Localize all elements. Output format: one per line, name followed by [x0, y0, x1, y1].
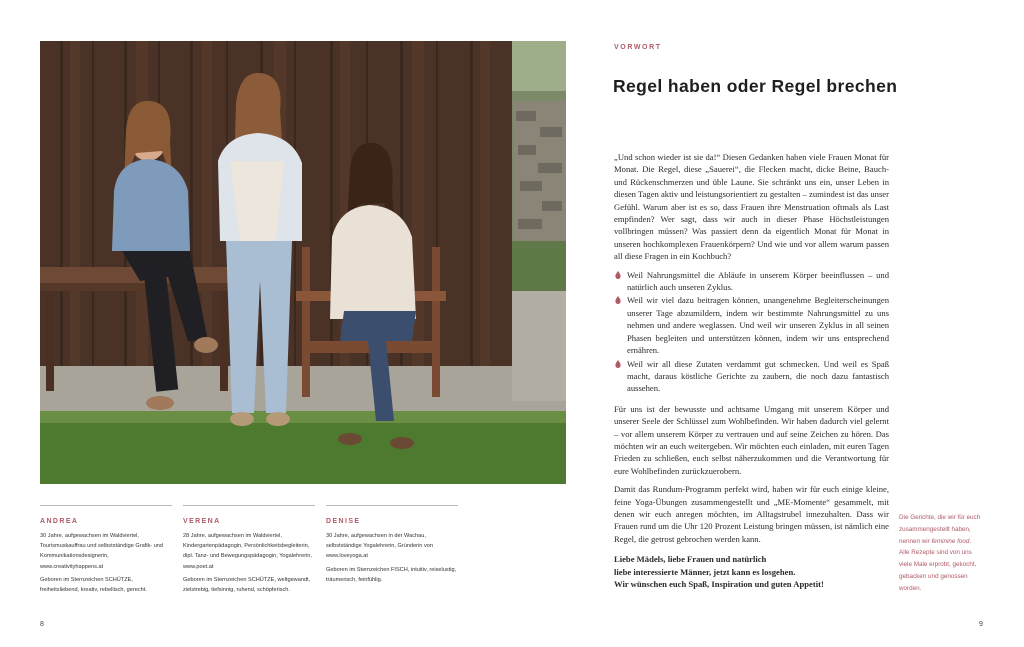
profile-bio: 30 Jahre, aufgewachsen im Waldviertel, Tourismuskauffrau und selbstständige Grafik- und Kommunikationsdesignerin, www.creativityhappens.at [40, 533, 164, 570]
profile-denise [326, 505, 458, 585]
list-item-text: Weil Nahrungsmittel die Abläufe in unserem Körper beeinflussen – und natürlich auch unseren Zyklus. [627, 269, 889, 293]
drop-icon [615, 360, 621, 368]
side-note-text: Die Gerichte, die wir für euch zusammengestellt haben, nennen wir [899, 514, 981, 545]
side-note [899, 512, 981, 595]
profile-name: VERENA [183, 518, 221, 525]
list-item [614, 358, 889, 395]
side-note-text: . Alle Rezepte sind von uns viele Male erprobt, gekocht, gebacken und genossen worden. [899, 537, 977, 592]
profile-traits: Geboren im Sternzeichen SCHÜTZE, weltgewandt, zielstrebig, tiefsinnig, ruhend, schöpferisch. [183, 576, 311, 594]
profile-bio: 30 Jahre, aufgewachsen in der Wachau, selbstständige Yogalehrerin, Gründerin von www.loveyoga.at [326, 533, 433, 560]
profile-bio: 28 Jahre, aufgewachsen im Waldviertel, Kindergartenpädagogin, Persönlichkeitsbegleiterin, dipl. Tanz- und Bewegungspädagogin, Yogalehrerin, www.poet.at [183, 533, 312, 570]
body-paragraph: Für uns ist der bewusste und achtsame Umgang mit unserem Körper und unserer Seele der Schlüssel zum Wohlbefinden. Wir haben dadurch viel gelernt – vor allem unserem Körper zu vertrauen und auf seine Zeichen zu hören. Das möchten wir an euch weitergeben. Wir möchten euch einladen, mit euren Tagen Frieden zu schließen, euch selbst näherzukommen und die Verantwortung für eure Wohlbefinden zurückzuerobern. [614, 403, 889, 476]
drop-icon [615, 296, 621, 304]
list-item-text: Weil wir all diese Zutaten verdammt gut schmecken. Und weil es Spaß macht, daraus köstliche Gerichte zu zaubern, die noch dazu fantastisch aussehen. [627, 358, 889, 394]
profile-andrea [40, 505, 172, 595]
page-number-left: 8 [40, 621, 44, 628]
profile-rule [183, 505, 315, 506]
three-women-on-bench-illustration [40, 41, 566, 484]
reason-list [614, 269, 889, 395]
page-number-right: 9 [979, 621, 983, 628]
closing-line: liebe interessierte Männer, jetzt kann es losgehen. [614, 566, 796, 577]
profile-rule [40, 505, 172, 506]
profile-name: ANDREA [40, 518, 79, 525]
list-item-text: Weil wir viel dazu beitragen können, unangenehme Begleiterscheinungen unserer Tage abzumildern, indem wir bestimmte Nahrungsmittel zu uns nehmen und andere weglassen. Und weil wir unseren Zyklus in all seinen Phasen begleiten und unterstützen können, indem wir uns entsprechend ernähren. [627, 295, 889, 356]
profile-verena [183, 505, 315, 595]
body-paragraph: Damit das Rundum-Programm perfekt wird, haben wir für euch einige kleine, feine Yoga-Übungen zusammengestellt und „ME-Momente“ gesammelt, mit denen wir euch anregen möchten, im Alltagstrubel innezuhalten. Dass wir Frauen rund um die Uhr 120 Prozent Leistung bringen müssen, ist nämlich eine Regel, die getrost gebrochen werden kann. [614, 484, 889, 544]
page-title: Regel haben oder Regel brechen [613, 76, 898, 96]
intro-paragraph: „Und schon wieder ist sie da!“ Diesen Gedanken haben viele Frauen Monat für Monat. Die Regel, diese „Sauerei“, die Flecken macht, dicke Beine, Bauch- und Rückenschmerzen und üble Laune. Sie schränkt uns ein, unser Leben in diesen Tagen aktiv und leistungsorientiert zu gestalten – zumindest ist das unser Gefühl. Warum aber ist es so, dass Frauen ihre Menstruation oftmals als Last empfinden? Wer sagt, dass wir auch in dieser Phase Höchstleistungen vollbringen müssen? Was passiert denn da eigentlich Monat für Monat in unseren hochkomplexen Frauenkörpern? Und wie und vor allem warum passen all diese Fragen in ein Kochbuch? [614, 152, 889, 262]
closing-line: Liebe Mädels, liebe Frauen und natürlich [614, 554, 767, 565]
profile-traits: Geboren im Sternzeichen FISCH, intuitiv, reiselustig, träumerisch, feinfühlig. [326, 566, 457, 583]
list-item [614, 294, 889, 356]
profile-traits: Geboren im Sternzeichen SCHÜTZE, freiheitsliebend, kreativ, rebellisch, gerecht. [40, 576, 147, 594]
profile-rule [326, 505, 458, 506]
article-body [614, 151, 889, 590]
profile-name: DENISE [326, 518, 361, 525]
closing-line: Wir wünschen euch Spaß, Inspiration und guten Appetit! [614, 579, 824, 589]
group-photo [40, 41, 566, 484]
closing-greeting [614, 553, 889, 590]
list-item [614, 269, 889, 294]
side-note-emphasis: feminine food [931, 537, 970, 545]
section-kicker: VORWORT [614, 44, 662, 51]
drop-icon [615, 271, 621, 279]
